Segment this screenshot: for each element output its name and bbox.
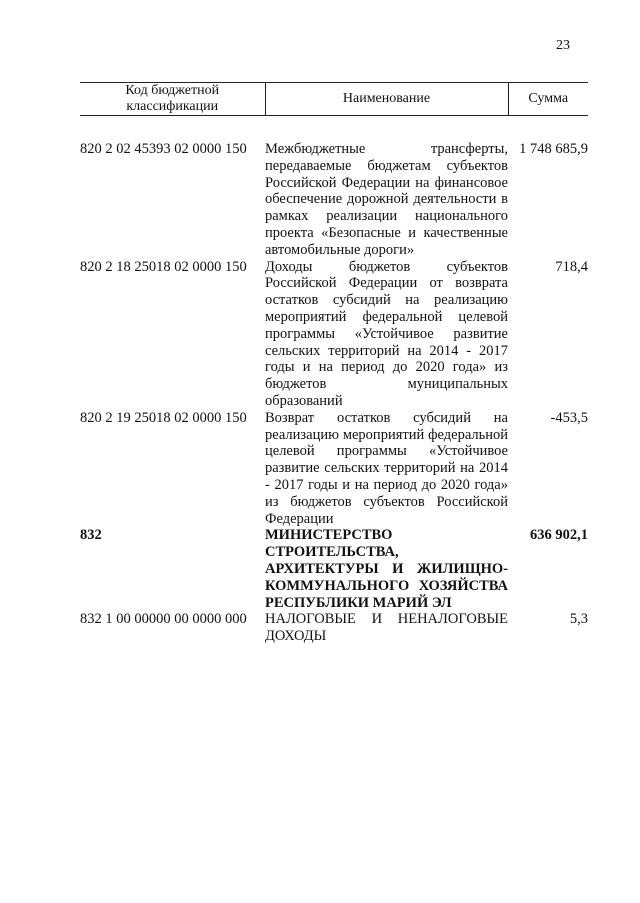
row-name: Межбюджетные трансферты, передаваемые бюджетам субъектов Российской Федерации на финансовое обеспечение дорожной деятельности в рамках реализации национального проекта «Безопасные и качественные автомобильные дороги» (265, 141, 508, 258)
row-sum: 1 748 685,9 (519, 141, 588, 157)
header-name: Наименование (265, 83, 508, 116)
row-sum: -453,5 (550, 409, 588, 426)
budget-table (80, 82, 588, 645)
row-sum: 636 902,1 (530, 527, 588, 544)
row-name: МИНИСТЕРСТВО СТРОИТЕЛЬСТВА, АРХИТЕКТУРЫ И ЖИЛИЩНО-КОММУНАЛЬНОГО ХОЗЯЙСТВА РЕСПУБЛИКИ МАРИЙ ЭЛ (265, 527, 508, 611)
table-row (80, 141, 588, 259)
row-code: 820 2 18 25018 02 0000 150 (80, 258, 247, 275)
row-code: 820 2 19 25018 02 0000 150 (80, 409, 247, 426)
row-name: Доходы бюджетов субъектов Российской Федерации от возврата остатков субсидий на реализацию мероприятий федеральной целевой программы «Устойчивое развитие сельских территорий на 2014 - 2017 годы и на период до 2020 года» из бюджетов муниципальных образований (265, 258, 508, 409)
table-row (80, 259, 588, 410)
row-sum: 718,4 (555, 258, 588, 275)
row-code: 832 1 00 00000 00 0000 000 (80, 611, 247, 628)
table-header-row (80, 83, 588, 116)
table-row-ministry (80, 527, 588, 611)
table-row (80, 611, 588, 645)
row-name: Возврат остатков субсидий на реализацию мероприятий федеральной целевой программы «Устойчивое развитие сельских территорий на 2014 - 2017 годы и на период до 2020 года» из бюджетов субъектов Российской Федерации (265, 409, 508, 527)
header-sum: Сумма (508, 83, 588, 116)
row-code: 832 (80, 527, 102, 544)
row-name: НАЛОГОВЫЕ И НЕНАЛОГОВЫЕ ДОХОДЫ (265, 611, 508, 645)
table-row (80, 410, 588, 528)
header-code: Код бюджетной классификации (80, 83, 265, 116)
row-sum: 5,3 (569, 611, 588, 628)
header-spacer (80, 116, 588, 142)
page-number: 23 (556, 38, 570, 53)
row-code: 820 2 02 45393 02 0000 150 (80, 141, 247, 157)
